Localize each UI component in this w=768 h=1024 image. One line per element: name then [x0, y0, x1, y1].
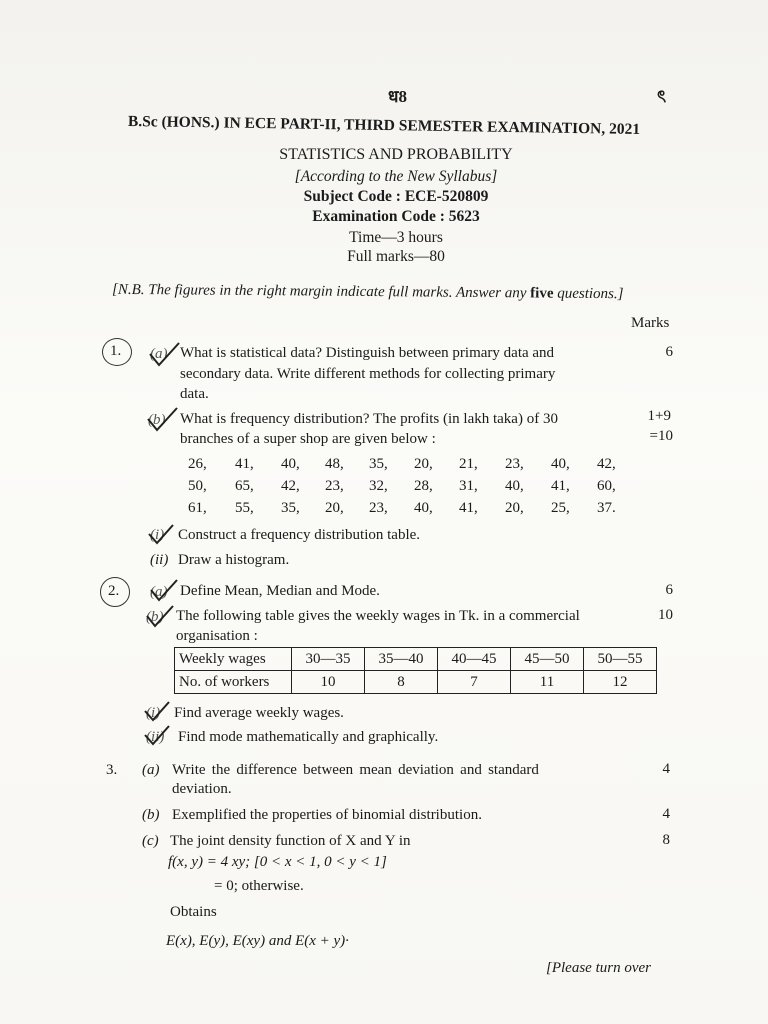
table-cell: 35—40 [365, 648, 438, 671]
profit-value: 60, [597, 478, 616, 494]
nb-bold: five [530, 285, 554, 302]
examination-code: Examination Code : 5623 [312, 208, 480, 225]
profit-value: 26, [188, 456, 207, 472]
table-cell: 8 [365, 671, 438, 694]
profit-value: 40, [281, 456, 300, 472]
question-2b-line1: The following table gives the weekly wages in Tk. in a commercial [176, 608, 580, 624]
marks-heading: Marks [631, 315, 670, 331]
profit-value: 25, [551, 500, 570, 516]
syllabus-note: [According to the New Syllabus] [294, 168, 498, 185]
table-cell: 40—45 [438, 648, 511, 671]
question-1b-ii-label: (ii) [150, 552, 169, 568]
question-2b-i-label: (i) [146, 705, 161, 721]
question-3a-marks: 4 [662, 761, 670, 777]
question-3c-line5: E(x), E(y), E(xy) and E(x + y)· [166, 933, 349, 949]
profit-value: 40, [505, 478, 524, 494]
profit-value: 40, [414, 500, 433, 516]
question-3a-label: (a) [142, 762, 160, 778]
time-allowed: Time—3 hours [349, 229, 443, 246]
profit-value: 42, [597, 456, 616, 472]
question-1-number: 1. [110, 343, 122, 359]
nb-suffix: questions.] [553, 285, 624, 303]
question-2b-ii-label: (ii) [146, 729, 165, 745]
profit-value: 20, [325, 500, 344, 516]
question-1a-line3: data. [180, 386, 209, 402]
profit-value: 50, [188, 478, 207, 494]
course-title: STATISTICS AND PROBABILITY [279, 146, 513, 163]
profit-value: 32, [369, 478, 388, 494]
question-3c-line2: f(x, y) = 4 xy; [0 < x < 1, 0 < y < 1] [168, 854, 387, 870]
instructions-note [112, 282, 624, 303]
turn-over-note: [Please turn over [546, 960, 651, 976]
question-1b-line1: What is frequency distribution? The profits (in lakh taka) of 30 [180, 411, 558, 427]
question-1b-marks-total: =10 [649, 428, 673, 444]
profit-value: 35, [369, 456, 388, 472]
corner-mark: ৎ [657, 87, 667, 106]
profit-value: 65, [235, 478, 254, 494]
profit-value: 23, [505, 456, 524, 472]
question-2a-label: (a) [150, 584, 168, 600]
question-1a-label: (a) [150, 346, 168, 362]
question-2-number: 2. [108, 583, 120, 599]
table-row-label: Weekly wages [175, 648, 292, 671]
profit-value: 20, [414, 456, 433, 472]
profit-value: 23, [369, 500, 388, 516]
table-cell: 7 [438, 671, 511, 694]
profit-value: 48, [325, 456, 344, 472]
question-3b-label: (b) [142, 807, 160, 823]
question-2b-line2: organisation : [176, 628, 258, 644]
question-1b-label: (b) [148, 412, 166, 428]
profit-value: 41, [551, 478, 570, 494]
profit-value: 61, [188, 500, 207, 516]
table-row [175, 648, 657, 671]
profit-value: 42, [281, 478, 300, 494]
question-3c-line1: The joint density function of X and Y in [170, 833, 411, 849]
question-1b-marks-sum: 1+9 [647, 408, 671, 424]
table-cell: 45—50 [511, 648, 584, 671]
profit-value: 23, [325, 478, 344, 494]
table-cell: 50—55 [584, 648, 657, 671]
table-cell: 11 [511, 671, 584, 694]
question-2a-marks: 6 [665, 582, 673, 598]
table-cell: 10 [292, 671, 365, 694]
profit-value: 21, [459, 456, 478, 472]
profit-value: 41, [235, 456, 254, 472]
question-3c-line3: = 0; otherwise. [214, 878, 304, 894]
profit-value: 41, [459, 500, 478, 516]
question-1a-line2: secondary data. Write different methods for collecting primary [180, 366, 556, 382]
table-row-label: No. of workers [175, 671, 292, 694]
question-3-number: 3. [106, 762, 118, 778]
page-top-mark: ध8 [388, 87, 407, 106]
subject-code: Subject Code : ECE-520809 [303, 188, 489, 205]
weekly-wages-table [174, 647, 657, 694]
question-3c-marks: 8 [662, 832, 670, 848]
question-1b-ii-text: Draw a histogram. [178, 552, 290, 568]
question-3a-line1: Write the difference between mean deviation and standard [172, 762, 539, 778]
question-2b-i-text: Find average weekly wages. [174, 705, 344, 721]
question-1b-i-text: Construct a frequency distribution table. [178, 527, 421, 543]
question-2b-marks: 10 [658, 607, 673, 623]
full-marks: Full marks—80 [347, 248, 445, 265]
profit-value: 20, [505, 500, 524, 516]
question-2b-label: (b) [146, 609, 164, 625]
table-cell: 30—35 [292, 648, 365, 671]
nb-prefix: [N.B. The figures in the right margin indicate full marks. Answer any [111, 281, 531, 302]
question-2a-text: Define Mean, Median and Mode. [180, 583, 380, 599]
table-cell: 12 [584, 671, 657, 694]
profit-value: 35, [281, 500, 300, 516]
question-1b-i-label: (i) [150, 527, 165, 543]
profit-value: 31, [459, 478, 478, 494]
question-3b-text: Exemplified the properties of binomial distribution. [172, 807, 482, 823]
profit-value: 28, [414, 478, 433, 494]
profit-value: 37. [597, 500, 616, 516]
question-1b-line2: branches of a super shop are given below : [180, 431, 436, 447]
question-3a-line2: deviation. [172, 781, 232, 797]
exam-title: B.Sc (HONS.) IN ECE PART-II, THIRD SEMESTER EXAMINATION, 2021 [127, 112, 641, 139]
question-1a-marks: 6 [665, 344, 673, 360]
table-row [175, 671, 657, 694]
question-2b-ii-text: Find mode mathematically and graphically. [178, 729, 439, 745]
profit-value: 40, [551, 456, 570, 472]
question-3c-label: (c) [142, 833, 159, 849]
question-1a-line1: What is statistical data? Distinguish between primary data and [180, 345, 555, 361]
profit-value: 55, [235, 500, 254, 516]
question-3b-marks: 4 [662, 806, 670, 822]
question-3c-line4: Obtains [170, 904, 217, 920]
